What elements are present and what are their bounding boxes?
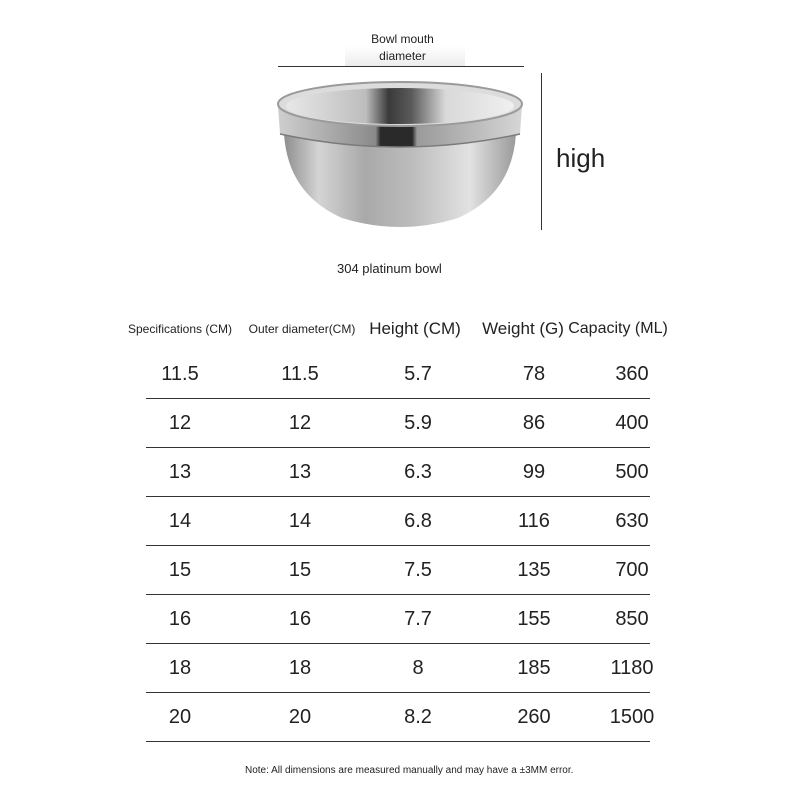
table-row <box>146 399 650 448</box>
cell-outer: 16 <box>288 607 312 630</box>
cell-outer: 15 <box>288 558 312 581</box>
cell-capacity: 500 <box>615 460 649 483</box>
cell-weight: 155 <box>517 607 551 630</box>
cell-capacity: 850 <box>615 607 649 630</box>
cell-spec: 20 <box>168 705 192 728</box>
mouth-label-line1: Bowl mouth <box>371 32 434 46</box>
bowl-caption: 304 platinum bowl <box>337 261 442 276</box>
cell-spec: 14 <box>168 509 192 532</box>
cell-height: 8 <box>412 656 424 679</box>
cell-spec: 13 <box>168 460 192 483</box>
table-row <box>146 693 655 742</box>
cell-spec: 16 <box>168 607 192 630</box>
cell-capacity: 700 <box>615 558 649 581</box>
header-specifications: Specifications (CM) <box>127 322 233 336</box>
cell-height: 6.3 <box>404 460 432 483</box>
cell-spec: 12 <box>168 411 192 434</box>
header-capacity: Capacity (ML) <box>568 320 668 337</box>
cell-outer: 11.5 <box>281 362 319 385</box>
cell-height: 7.5 <box>404 558 432 581</box>
diameter-dimension-line <box>278 66 524 67</box>
table-row <box>146 497 650 546</box>
cell-outer: 12 <box>288 411 312 434</box>
table-row <box>146 546 650 595</box>
header-outer-diameter: Outer diameter(CM) <box>248 322 356 336</box>
cell-spec: 11.5 <box>161 362 199 385</box>
height-dimension-line <box>541 73 542 230</box>
cell-capacity: 1500 <box>609 705 655 728</box>
cell-weight: 78 <box>522 362 546 385</box>
cell-outer: 14 <box>288 509 312 532</box>
table-row <box>146 448 650 497</box>
cell-outer: 13 <box>288 460 312 483</box>
cell-height: 8.2 <box>404 705 432 728</box>
cell-height: 7.7 <box>404 607 432 630</box>
table-row <box>146 350 650 399</box>
header-weight: Weight (G) <box>482 319 564 338</box>
bowl-mouth-diameter-label <box>355 31 450 65</box>
cell-capacity: 1180 <box>610 656 654 679</box>
cell-height: 5.9 <box>404 411 432 434</box>
cell-capacity: 630 <box>615 509 649 532</box>
cell-weight: 260 <box>517 705 551 728</box>
cell-capacity: 400 <box>615 411 649 434</box>
cell-spec: 18 <box>168 656 192 679</box>
bowl-image <box>272 76 528 241</box>
measurement-note: Note: All dimensions are measured manually and may have a ±3MM error. <box>245 765 574 776</box>
cell-height: 5.7 <box>404 362 432 385</box>
cell-weight: 116 <box>518 509 550 532</box>
cell-spec: 15 <box>168 558 192 581</box>
header-height: Height (CM) <box>369 319 461 338</box>
mouth-label-line2: diameter <box>379 49 426 63</box>
cell-weight: 86 <box>522 411 546 434</box>
height-label: high <box>556 143 606 173</box>
cell-weight: 99 <box>522 460 546 483</box>
cell-height: 6.8 <box>404 509 432 532</box>
cell-weight: 135 <box>517 558 551 581</box>
cell-weight: 185 <box>517 656 551 679</box>
cell-outer: 18 <box>288 656 312 679</box>
table-row <box>146 644 654 693</box>
row-divider <box>146 741 650 742</box>
table-row <box>146 595 650 644</box>
cell-outer: 20 <box>288 705 312 728</box>
cell-capacity: 360 <box>615 362 649 385</box>
